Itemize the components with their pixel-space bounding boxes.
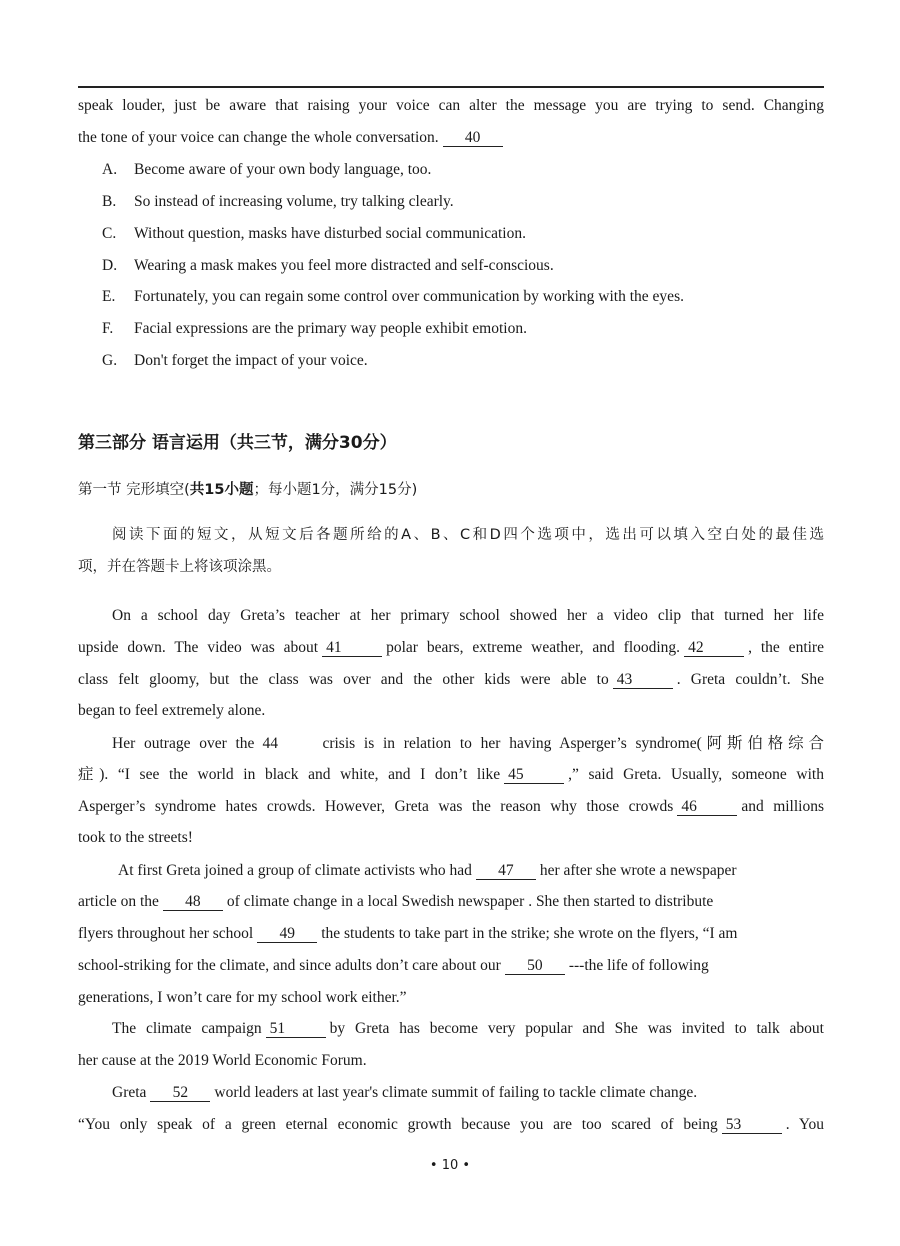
text: of climate change in a local Swedish newspaper . She then started to distribute: [226, 893, 714, 910]
text: ,” said Greta. Usually, someone with: [568, 766, 824, 783]
blank-44: 44: [262, 735, 278, 752]
p5-line-2: [78, 1115, 824, 1135]
subheading-part-c: ；每小题1分，满分15分): [253, 482, 418, 498]
text: class felt gloomy, but the class was over and the other kids were able to: [78, 671, 609, 688]
text: . Greta couldn’t. She: [676, 671, 825, 688]
option-letter: E.: [102, 288, 116, 305]
blank-49: 49: [257, 926, 317, 943]
blank-45: 45: [504, 767, 564, 784]
text: Her outrage over the: [112, 735, 255, 752]
p2-line-1: [112, 734, 824, 754]
text: . You: [785, 1116, 824, 1133]
blank-52: 52: [150, 1085, 210, 1102]
text: her after she wrote a newspaper: [539, 862, 737, 879]
blank-46: 46: [677, 799, 737, 816]
text: “You only speak of a green eternal economic growth because you are too scared of being: [78, 1116, 718, 1133]
blank-47: 47: [476, 863, 536, 880]
p4-line-2: her cause at the 2019 World Economic Forum.: [78, 1052, 367, 1069]
option-letter: A.: [102, 161, 118, 178]
option-text: Without question, masks have disturbed social communication.: [134, 225, 526, 242]
text: At first Greta joined a group of climate activists who had: [118, 862, 472, 879]
option-text: Wearing a mask makes you feel more distracted and self-conscious.: [134, 257, 554, 274]
blank-48: 48: [163, 894, 223, 911]
section-heading: 第三部分 语言运用（共三节，满分30分）: [78, 433, 397, 453]
p3-line-5: generations, I won’t care for my school work either.”: [78, 989, 407, 1006]
option-e: [102, 287, 684, 307]
text: ---the life of following: [568, 957, 709, 974]
p3-line-3: [78, 924, 824, 944]
option-letter: B.: [102, 193, 117, 210]
p3-line-4: [78, 956, 824, 976]
blank-42: 42: [684, 640, 744, 657]
p5-line-1: [112, 1083, 824, 1103]
blank-43: 43: [613, 672, 673, 689]
p1-line-4: began to feel extremely alone.: [78, 702, 266, 719]
p4-line-1: [112, 1019, 824, 1039]
p2-line-2: [78, 765, 824, 785]
instructions-line-1: 阅读下面的短文，从短文后各题所给的A、B、C和D四个选项中，选出可以填入空白处的最佳选: [112, 527, 824, 543]
instructions-line-2: 项，并在答题卡上将该项涂黑。: [78, 559, 281, 575]
blank-51: 51: [266, 1021, 326, 1038]
option-g: [102, 351, 368, 371]
option-f: [102, 319, 527, 339]
text: the students to take part in the strike; she wrote on the flyers, “I am: [321, 925, 738, 942]
prev-text: the tone of your voice can change the whole conversation.: [78, 129, 439, 146]
subheading-part-b: 共15小题: [189, 482, 254, 498]
top-rule: [78, 86, 824, 88]
section-subheading: [78, 478, 417, 499]
p1-line-1: On a school day Greta’s teacher at her primary school showed her a video clip that turned her life: [112, 607, 824, 624]
subheading-part-a: 第一节 完形填空(: [78, 482, 190, 498]
option-letter: F.: [102, 320, 114, 337]
option-letter: D.: [102, 257, 118, 274]
text: Greta: [112, 1084, 147, 1101]
prev-text-line-1: speak louder, just be aware that raising your voice can alter the message you are trying to send. Changing: [78, 97, 824, 114]
text: , the entire: [748, 639, 824, 656]
option-text: Facial expressions are the primary way people exhibit emotion.: [134, 320, 527, 337]
option-c: [102, 224, 526, 244]
text: 症). “I see the world in black and white, and I don’t like: [78, 766, 501, 783]
text: upside down. The video was about: [78, 639, 319, 656]
p3-line-2: [78, 892, 824, 912]
text: article on the: [78, 893, 159, 910]
option-text: Fortunately, you can regain some control over communication by working with the eyes.: [134, 288, 684, 305]
p1-line-2: [78, 638, 824, 658]
option-b: [102, 192, 454, 212]
p3-line-1: [118, 861, 818, 881]
text: crisis is in relation to her having Asperger’s syndrome(阿斯伯格综合: [322, 735, 824, 752]
text: polar bears, extreme weather, and flooding.: [386, 639, 681, 656]
blank-50: 50: [505, 958, 565, 975]
blank-41: 41: [322, 640, 382, 657]
option-letter: G.: [102, 352, 118, 369]
text: school-striking for the climate, and since adults don’t care about our: [78, 957, 501, 974]
p1-line-3: [78, 670, 824, 690]
text: by Greta has become very popular and She was invited to talk about: [329, 1020, 824, 1037]
text: and millions: [741, 798, 825, 815]
p2-line-3: [78, 797, 824, 817]
option-text: Don't forget the impact of your voice.: [134, 352, 368, 369]
p2-line-4: took to the streets!: [78, 829, 193, 846]
prev-text-line-2: [78, 128, 824, 148]
option-text: Become aware of your own body language, too.: [134, 161, 432, 178]
option-text: So instead of increasing volume, try talking clearly.: [134, 193, 454, 210]
text: Asperger’s syndrome hates crowds. However, Greta was the reason why those crowds: [78, 798, 674, 815]
blank-40: 40: [443, 130, 503, 147]
text: The climate campaign: [112, 1020, 262, 1037]
blank-53: 53: [722, 1117, 782, 1134]
page-number: • 10 •: [429, 1158, 471, 1173]
option-d: [102, 256, 554, 276]
text: world leaders at last year's climate summit of failing to tackle climate change.: [214, 1084, 698, 1101]
text: flyers throughout her school: [78, 925, 254, 942]
option-a: [102, 160, 431, 180]
option-letter: C.: [102, 225, 117, 242]
